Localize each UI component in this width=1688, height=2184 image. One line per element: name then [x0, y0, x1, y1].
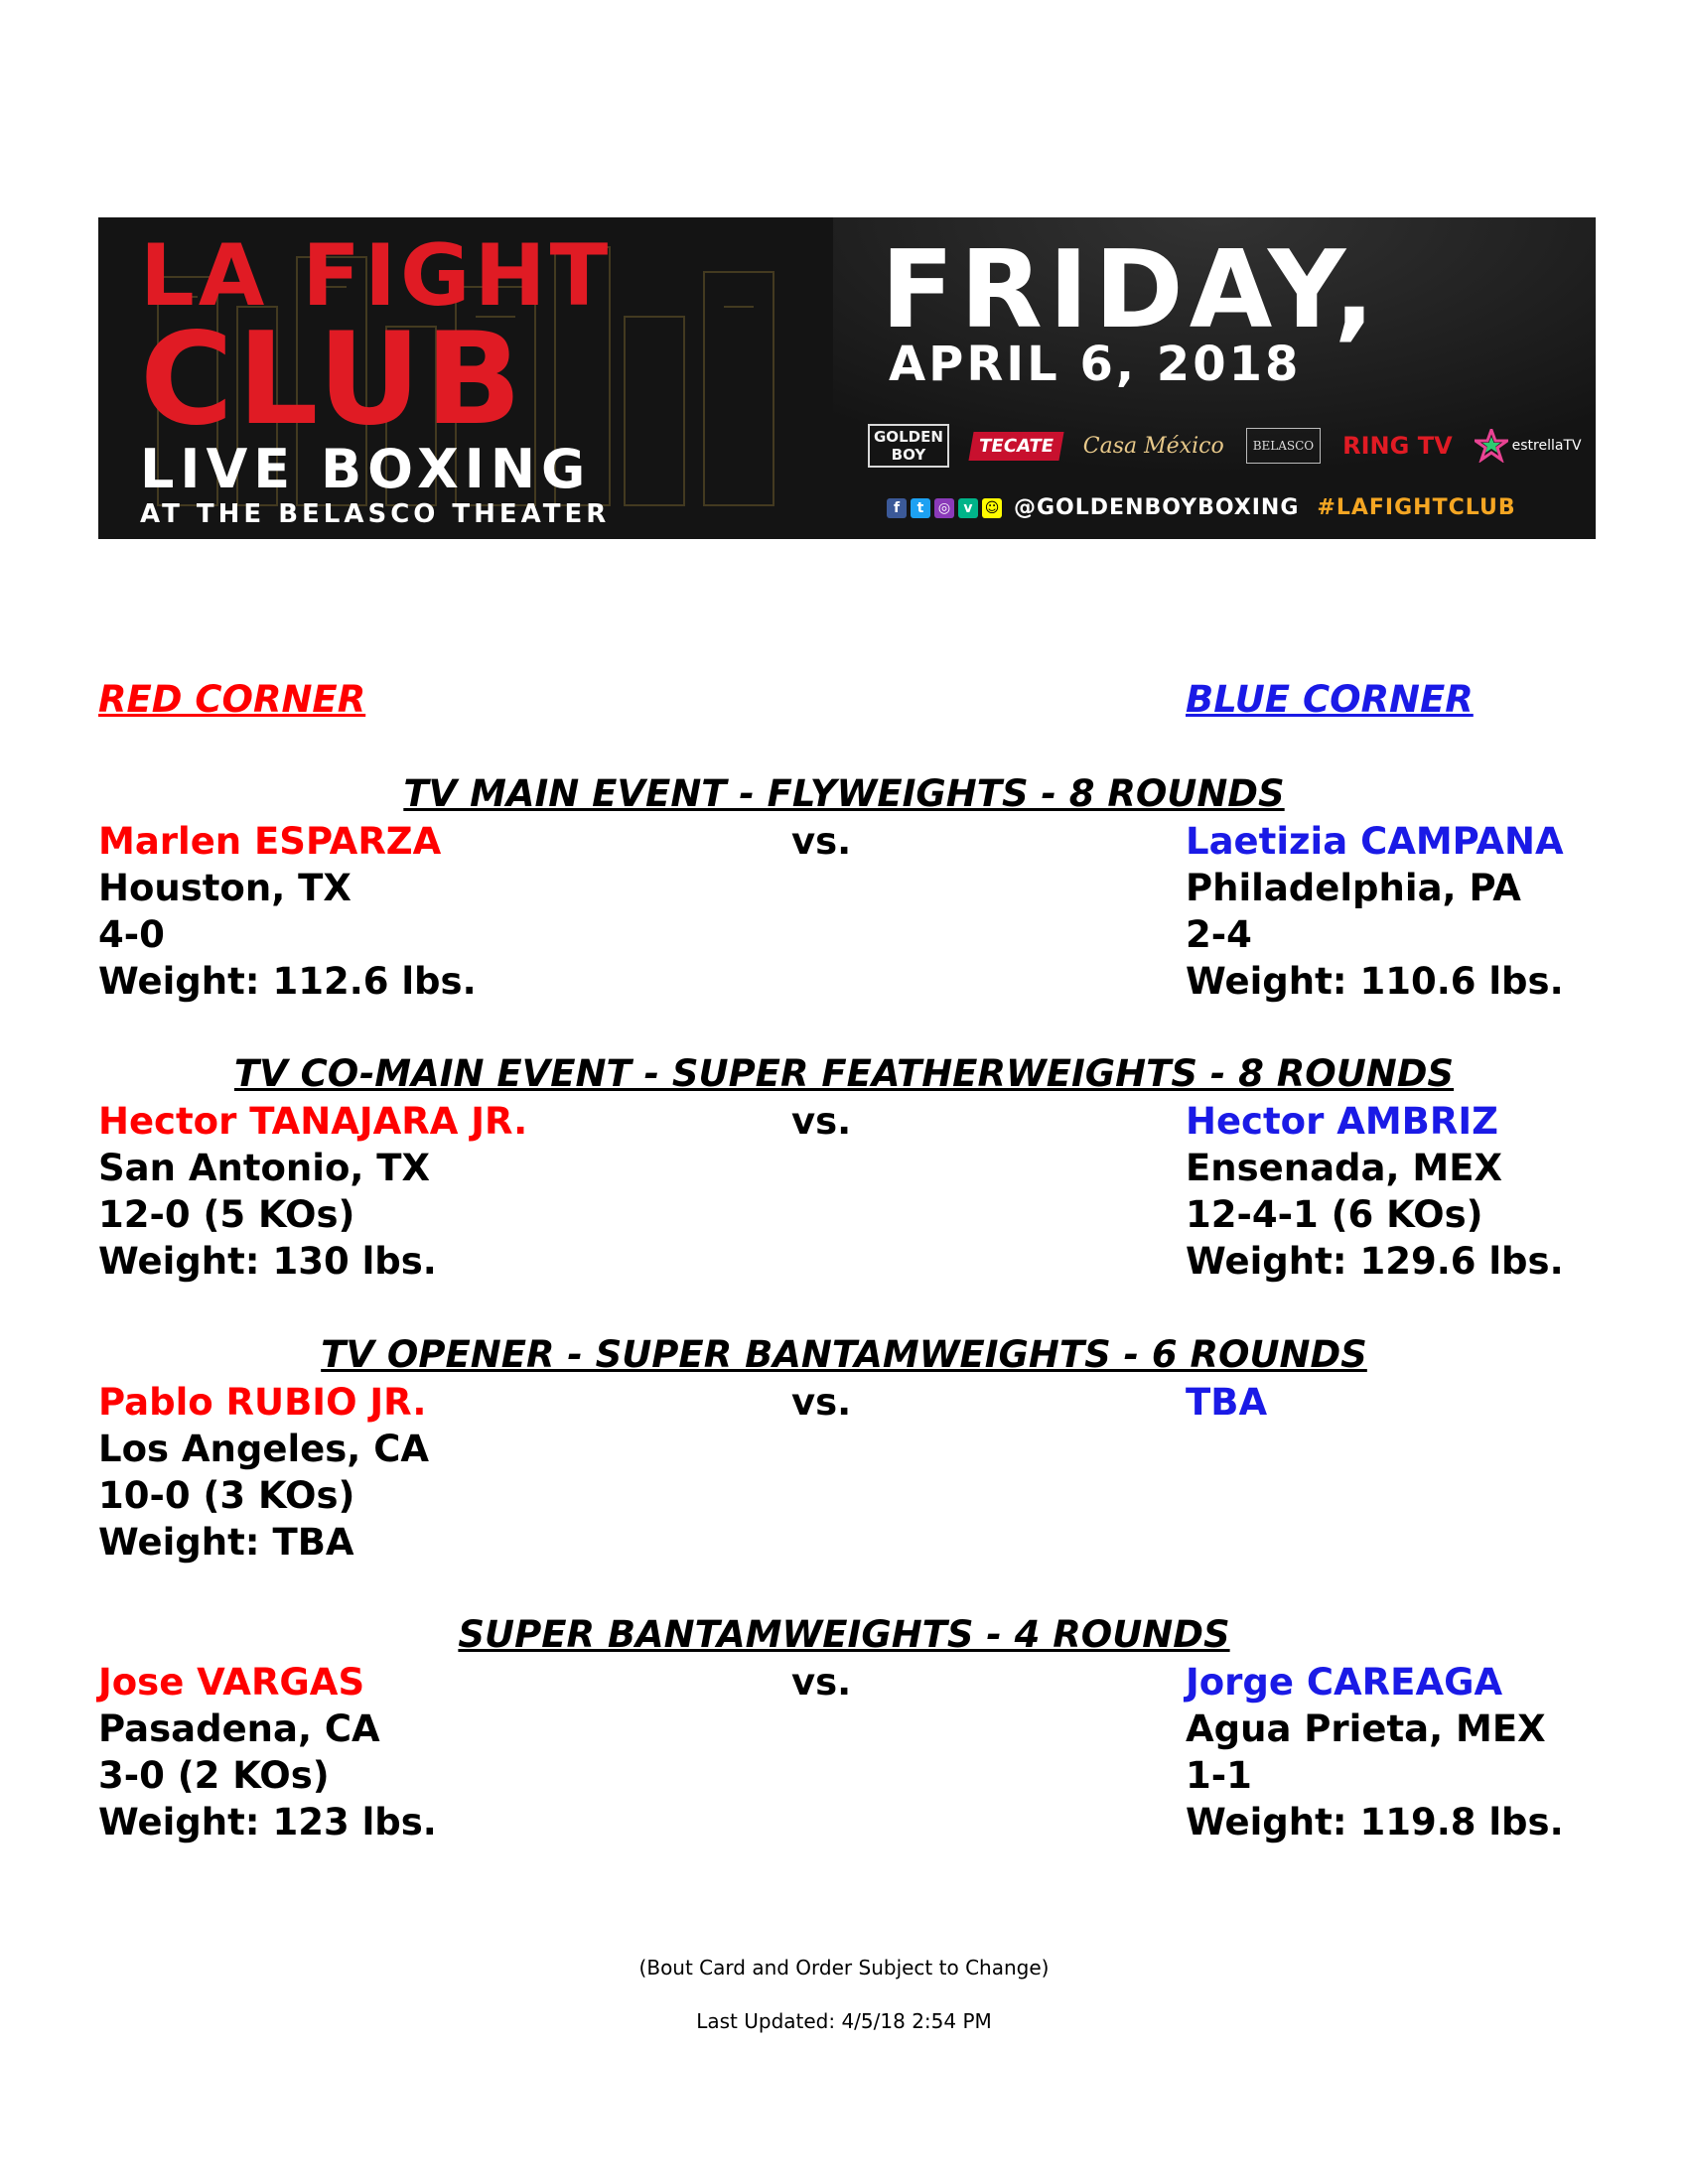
fighter-name: Hector AMBRIZ: [1186, 1100, 1498, 1143]
red-corner-fighter: [98, 1659, 437, 1845]
fighter-weight: Weight: 110.6 lbs.: [1186, 960, 1564, 1003]
fighter-name: TBA: [1186, 1381, 1268, 1424]
twitter-icon: t: [911, 498, 930, 518]
tecate-logo: TECATE: [968, 432, 1063, 461]
fighter-name: Jose VARGAS: [98, 1661, 365, 1704]
fighter-hometown: Ensenada, MEX: [1186, 1147, 1503, 1189]
vine-icon: v: [958, 498, 978, 518]
facebook-icon: f: [887, 498, 907, 518]
fighter-weight: Weight: 112.6 lbs.: [98, 960, 477, 1003]
fighter-hometown: Agua Prieta, MEX: [1186, 1707, 1546, 1750]
banner-subtitle-live-boxing: LIVE BOXING: [140, 438, 592, 500]
fighter-weight: Weight: 129.6 lbs.: [1186, 1240, 1564, 1283]
fighter-record: 1-1: [1186, 1754, 1252, 1797]
bout-title: TV OPENER - SUPER BANTAMWEIGHTS - 6 ROUNDS: [321, 1333, 1367, 1376]
fighter-record: 4-0: [98, 913, 165, 956]
hashtag: #LAFIGHTCLUB: [1317, 495, 1516, 520]
blue-corner-heading: BLUE CORNER: [1186, 678, 1474, 721]
blue-corner-fighter: [1186, 1379, 1267, 1426]
blue-corner-fighter: [1186, 818, 1564, 1005]
social-row: [887, 495, 1516, 520]
fighter-hometown: Philadelphia, PA: [1186, 867, 1521, 909]
bout-title: SUPER BANTAMWEIGHTS - 4 ROUNDS: [458, 1613, 1230, 1656]
banner-date: APRIL 6, 2018: [889, 337, 1302, 392]
red-corner-fighter: [98, 1098, 527, 1285]
fighter-hometown: Los Angeles, CA: [98, 1428, 429, 1470]
sponsor-logos: [868, 416, 1582, 476]
estrella-tv-label: estrellaTV: [1511, 438, 1582, 454]
fighter-name: Pablo RUBIO JR.: [98, 1381, 427, 1424]
fighter-weight: Weight: 130 lbs.: [98, 1240, 437, 1283]
golden-boy-logo: [868, 424, 949, 468]
banner-title-block: [140, 226, 855, 529]
banner-venue: AT THE BELASCO THEATER: [140, 499, 611, 529]
fighter-weight: Weight: TBA: [98, 1521, 354, 1564]
fighter-name: Marlen ESPARZA: [98, 820, 442, 863]
fighter-hometown: Pasadena, CA: [98, 1707, 380, 1750]
banner-day: FRIDAY,: [881, 228, 1381, 352]
bout-title: TV MAIN EVENT - FLYWEIGHTS - 8 ROUNDS: [403, 772, 1285, 815]
fighter-record: 2-4: [1186, 913, 1252, 956]
fighter-name: Jorge CAREAGA: [1186, 1661, 1503, 1704]
red-corner-fighter: [98, 818, 477, 1005]
vs-label: vs.: [791, 820, 852, 863]
blue-corner-fighter: [1186, 1659, 1564, 1845]
golden-boy-logo-line-2: BOY: [891, 446, 926, 464]
casa-mexico-logo: Casa México: [1082, 433, 1224, 459]
red-corner-heading: RED CORNER: [98, 678, 366, 721]
fighter-hometown: Houston, TX: [98, 867, 352, 909]
vs-label: vs.: [791, 1381, 852, 1424]
disclaimer-note: (Bout Card and Order Subject to Change): [638, 1956, 1050, 1979]
golden-boy-logo-line-1: GOLDEN: [874, 428, 943, 446]
banner-title-line-2: CLUB: [140, 306, 526, 454]
event-banner: [98, 217, 1596, 539]
social-handle: @GOLDENBOYBOXING: [1014, 495, 1300, 520]
ring-tv-logo: RING TV: [1342, 432, 1453, 460]
fighter-record: 3-0 (2 KOs): [98, 1754, 330, 1797]
fighter-record: 12-0 (5 KOs): [98, 1193, 355, 1236]
star-icon: [1475, 429, 1508, 463]
vs-label: vs.: [791, 1100, 852, 1143]
fighter-record: 10-0 (3 KOs): [98, 1474, 355, 1517]
fighter-weight: Weight: 119.8 lbs.: [1186, 1801, 1564, 1843]
instagram-icon: ◎: [934, 498, 954, 518]
last-updated-note: Last Updated: 4/5/18 2:54 PM: [696, 2009, 992, 2033]
fighter-name: Hector TANAJARA JR.: [98, 1100, 528, 1143]
banner-title-line-1: LA FIGHT: [140, 226, 613, 326]
snapchat-icon: ☺: [982, 498, 1002, 518]
bout-title: TV CO-MAIN EVENT - SUPER FEATHERWEIGHTS - 8 ROUNDS: [233, 1052, 1455, 1095]
fighter-weight: Weight: 123 lbs.: [98, 1801, 437, 1843]
fighter-hometown: San Antonio, TX: [98, 1147, 431, 1189]
fighter-name: Laetizia CAMPANA: [1186, 820, 1564, 863]
estrella-tv-logo: [1475, 429, 1582, 463]
vs-label: vs.: [791, 1661, 852, 1704]
fighter-record: 12-4-1 (6 KOs): [1186, 1193, 1483, 1236]
blue-corner-fighter: [1186, 1098, 1564, 1285]
red-corner-fighter: [98, 1379, 429, 1566]
belasco-logo: BELASCO: [1246, 428, 1321, 464]
